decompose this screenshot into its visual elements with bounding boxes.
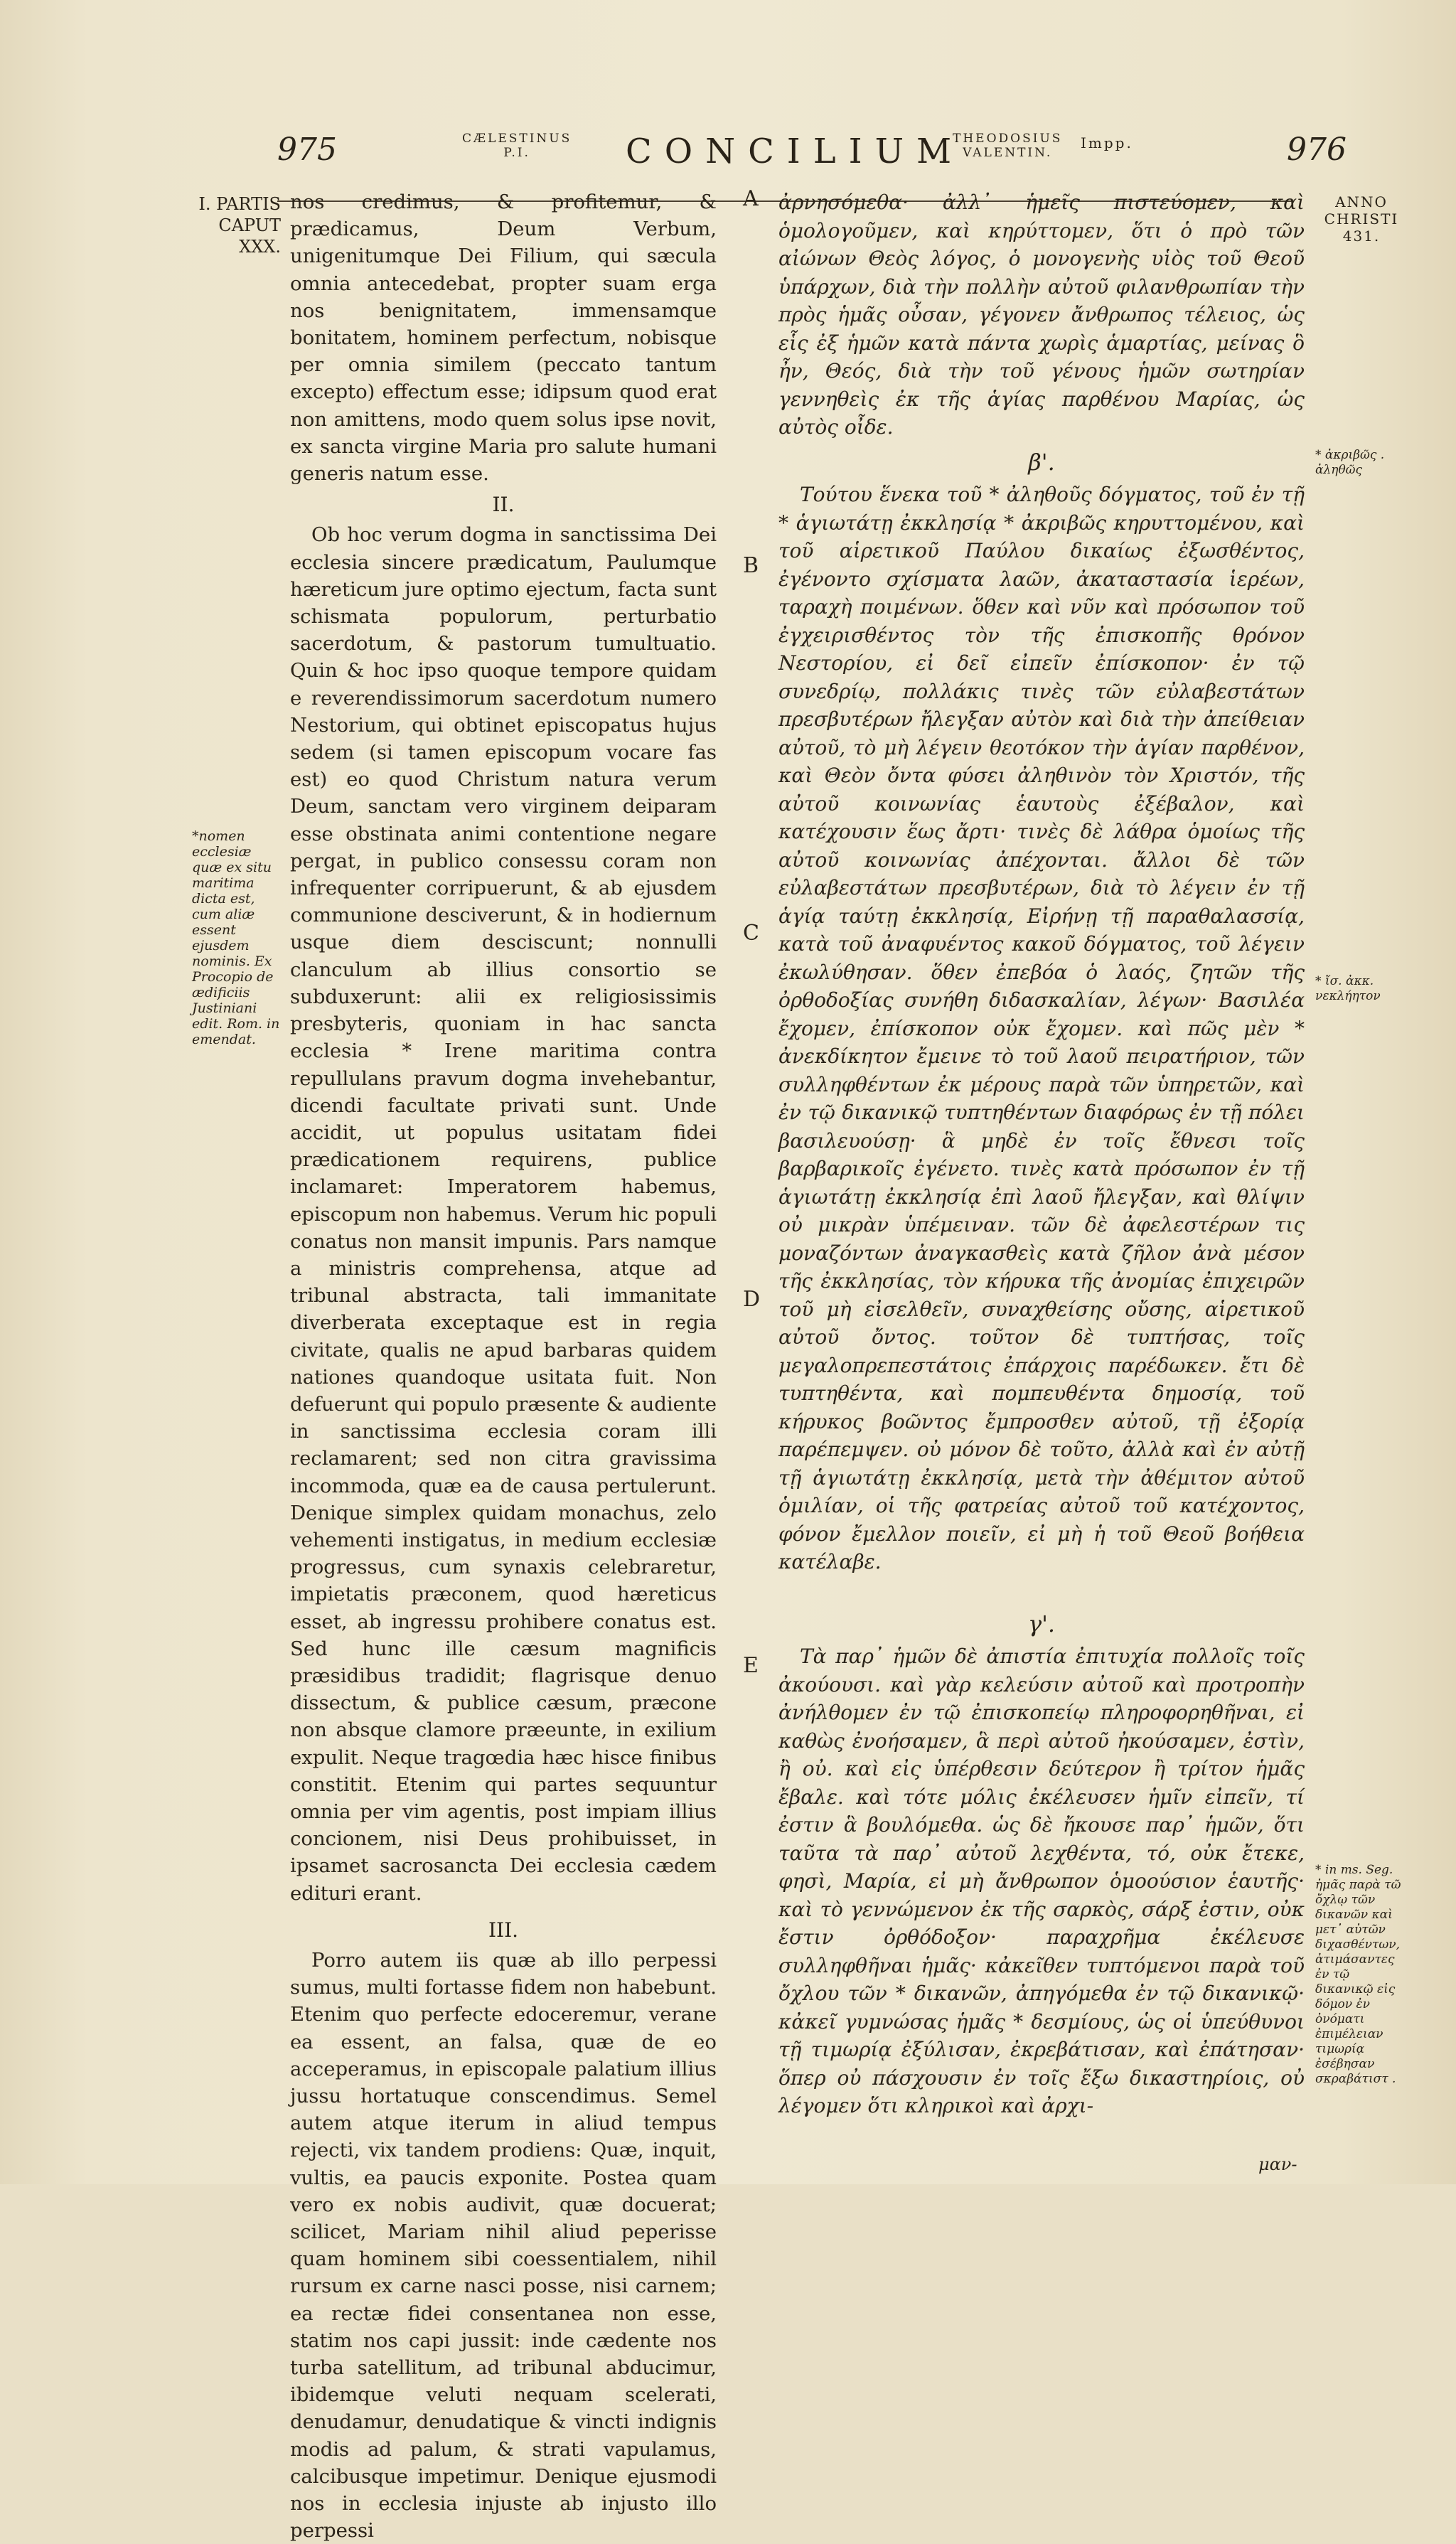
margin-year: 431. — [1342, 228, 1381, 245]
margin-variant-note-3: * in ms. Seg. ἡμᾶς παρὰ τῶ ὄχλῳ τῶν δικανῶν καὶ μετ᾽ αὐτῶν διχασθέντων, ἀτιμάσαντες ἐν τῷ δικανικῷ εἰς δόμον ἐν ὀνόματι ἐπιμέλειαν τιμωρίᾳ ἐσέβησαν σκραβάτιστ . — [1315, 1863, 1401, 2086]
header-pope-name: CÆLESTINUS — [462, 132, 572, 146]
margin-christi: CHRISTI — [1324, 210, 1399, 228]
latin-column — [290, 188, 717, 2544]
header-imperial: Impp. — [1081, 134, 1133, 151]
greek-paragraph-1: ἀρνησόμεθα· ἀλλ᾽ ἡμεῖς πιστεύομεν, καὶ ὁμολογοῦμεν, καὶ κηρύττομεν, ὅτι ὁ πρὸ τῶν αἰώνων Θεὸς λόγος, ὁ μονογενὴς υἱὸς τοῦ Θεοῦ ὑπάρχων, διὰ τὴν πολλὴν αὐτοῦ φιλανθρωπίαν τὴν πρὸς ἡμᾶς οὖσαν, γέγονεν ἄνθρωπος τέλειος, ὡς εἷς ἐξ ἡμῶν κατὰ πάντα χωρὶς ἁμαρτίας, μείνας ὃ ἦν, Θεός, διὰ τὴν τοῦ γένους ἡμῶν σωτηρίαν γεννηθεὶς ἐκ τῆς ἁγίας παρθένου Μαρίας, ὡς αὐτὸς οἶδε. — [778, 191, 1305, 439]
latin-section-3-heading: III. — [488, 1918, 519, 1942]
greek-column — [778, 188, 1305, 2120]
header-emperors — [953, 132, 1062, 160]
greek-paragraph-3: Τὰ παρ᾽ ἡμῶν δὲ ἀπιστία ἐπιτυχία πολλοῖς τοῖς ἀκούουσι. καὶ γὰρ κελεύσιν αὐτοῦ καὶ προτροπὴν ἀνήλθομεν ἐν τῷ ἐπισκοπείῳ πληροφορηθῆναι, εἰ καθὼς ἐνοήσαμεν, ἃ περὶ αὐτοῦ ἠκούσαμεν, ἐστὶν, ἢ οὐ. καὶ εἰς ὑπέρθεσιν δεύτερον ἢ τρίτον ἡμᾶς ἔβαλε. καὶ τότε μόλις ἐκέλευσεν ἡμῖν εἰπεῖν, τί ἐστιν ἃ βουλόμεθα. ὡς δὲ ἤκουσε παρ᾽ ἡμῶν, ὅτι ταῦτα τὰ παρ᾽ αὐτοῦ λεχθέντα, τό, οὐκ ἔτεκε, φησὶ, Μαρία, εἰ μὴ ἄνθρωπον ὁμοούσιον ἑαυτῆς· καὶ τὸ γεννώμενον ἐκ τῆς σαρκὸς, σάρξ ἐστιν, οὐκ ἔστιν ὀρθόδοξον· παραχρῆμα ἐκέλευσε συλληφθῆναι ἡμᾶς· κἀκεῖθεν τυπτόμενοι παρὰ τοῦ ὄχλου τῶν * δικανῶν, ἀπηγόμεθα ἐν τῷ δικανικῷ· κἀκεῖ γυμνώσας ἡμᾶς * δεσμίους, ὡς οἱ ὑπεύθυνοι τῇ τιμωρίᾳ ἐξύλισαν, ἐκρεβάτισαν, καὶ ἐπάτησαν· ὅπερ οὐ πάσχουσιν ἐν τοῖς ἔξω δικαστηρίοις, οὐ λέγομεν ὅτι κληρικοὶ καὶ ἀρχι- — [778, 1645, 1305, 2117]
greek-section-2-heading: β'. — [1028, 448, 1055, 476]
header-emperor-1: THEODOSIUS — [953, 132, 1063, 146]
header-emperor-2: VALENTIN. — [963, 146, 1053, 160]
running-header — [178, 132, 1386, 174]
page-number-right: 976 — [1287, 132, 1347, 168]
margin-chapter-heading — [192, 193, 281, 257]
header-pope — [462, 132, 572, 160]
margin-footnote-irene: *nomen ecclesiæ quæ ex situ maritima dicta est, cum aliæ essent ejusdem nominis. Ex Procopio de ædificiis Justiniani edit. Rom. in emendat. — [192, 828, 280, 1047]
margin-caput: CAPUT — [218, 215, 281, 235]
page-number-left: 975 — [277, 132, 337, 168]
margin-part: I. PARTIS — [198, 194, 281, 214]
section-letter-a: A — [743, 186, 759, 211]
section-letter-c: C — [743, 921, 759, 946]
header-pope-number: P.I. — [503, 146, 530, 160]
margin-variant-note-2: * ἴσ. ἀκκ. νεκλήητον — [1315, 974, 1381, 1003]
section-letter-e: E — [743, 1653, 759, 1678]
latin-paragraph-3: Porro autem iis quæ ab illo perpessi sumus, multi fortasse fidem non habebunt. Etenim quo perfecte edoceremur, verane ea essent, an falsa, quæ de eo acceperamus, in episcopale palatium illius jussu hortatuque conscendimus. Semel autem atque iterum in aliud tempus rejecti, vix tandem prodiens: Quæ, inquit, vultis, ea paucis exponite. Postea quam vero ex nobis audivit, quæ docuerat; scilicet, Mariam nihil aliud peperisse quam hominem sibi coessentialem, nihil rursum ex carne nasci posse, nisi carnem; ea rectæ fidei consentanea non esse, statim nos capi jussit: inde cædente nos turba satellitum, ad tribunal abducimur, ibidemque veluti nequam scelerati, denudamur, denudatique & vincti indignis modis ad palum, & strati vapulamus, calcibusque impetimur. Denique ejusmodi nos in ecclesia injuste ab injusto illo perpessi — [290, 1949, 717, 2543]
margin-caput-number: XXX. — [239, 237, 281, 257]
catchword: μαν- — [1258, 2154, 1297, 2174]
greek-paragraph-2: Τούτου ἕνεκα τοῦ * ἀληθοῦς δόγματος, τοῦ ἐν τῇ * ἁγιωτάτῃ ἐκκλησίᾳ * ἀκριβῶς κηρυττομένου, καὶ τοῦ αἱρετικοῦ Παύλου δικαίως ἐξωσθέντος, ἐγένοντο σχίσματα λαῶν, ἀκαταστασία ἱερέων, ταραχὴ ποιμένων. ὅθεν καὶ νῦν καὶ πρόσωπον τοῦ ἐγχειρισθέντος τὸν τῆς ἐπισκοπῆς θρόνον Νεστορίου, εἰ δεῖ εἰπεῖν ἐπίσκοπον· ἐν τῷ συνεδρίῳ, πολλάκις τινὲς τῶν εὐλαβεστάτων πρεσβυτέρων ἤλεγξαν αὐτὸν καὶ διὰ τὴν ἀπείθειαν αὐτοῦ, τὸ μὴ λέγειν θεοτόκον τὴν ἁγίαν παρθένον, καὶ Θεὸν ὄντα φύσει ἀληθινὸν τὸν Χριστόν, τῆς αὐτοῦ κοινωνίας ἑαυτοὺς ἐξέβαλον, καὶ κατέχουσιν ἕως ἄρτι· τινὲς δὲ λάθρα ὁμοίως τῆς αὐτοῦ κοινωνίας ἀπέχονται. ἄλλοι δὲ τῶν εὐλαβεστάτων πρεσβυτέρων, διὰ τὸ λέγειν ἐν τῇ ἁγίᾳ ταύτῃ ἐκκλησίᾳ, Εἰρήνῃ τῇ παραθαλασσίᾳ, κατὰ τοῦ ἀναφυέντος κακοῦ δόγματος, τοῦ λέγειν ἐκωλύθησαν. ὅθεν ἐπεβόα ὁ λαός, ζητῶν τῆς ὀρθοδοξίας συνήθη διδασκαλίαν, λέγων· Βασιλέα ἔχομεν, ἐπίσκοπον οὐκ ἔχομεν. καὶ πῶς μὲν * ἀνεκδίκητον ἔμεινε τὸ τοῦ λαοῦ πειρατήριον, τῶν συλληφθέντων ἐκ μέρους παρὰ τῶν ὑπηρετῶν, καὶ ἐν τῷ δικανικῷ τυπτηθέντων διαφόρως ἐν τῇ πόλει βασιλευούσῃ· ἃ μηδὲ ἐν τοῖς ἔθνεσι τοῖς βαρβαρικοῖς ἐγένετο. τινὲς κατὰ πρόσωπον ἐν τῇ ἁγιωτάτῃ ἐκκλησίᾳ ἐπὶ λαοῦ ἤλεγξαν, καὶ θλίψιν οὐ μικρὰν ὑπέμειναν. τῶν δὲ ἀφελεστέρων τις μοναζόντων ἀναγκασθεὶς κατὰ ζῆλον ἀνὰ μέσον τῆς ἐκκλησίας, τὸν κήρυκα τῆς ἀνομίας ἐπιχειρῶν τοῦ μὴ εἰσελθεῖν, συναχθείσης οὔσης, αἱρετικοῦ αὐτοῦ ὄντος. τοῦτον δὲ τυπτήσας, τοῖς μεγαλοπρεπεστάτοις ἐπάρχοις παρέδωκεν. ἔτι δὲ τυπτηθέντα, καὶ πομπευθέντα δημοσίᾳ, τοῦ κήρυκος βοῶντος ἔμπροσθεν αὐτοῦ, τῇ ἐξορίᾳ παρέπεμψεν. οὐ μόνον δὲ τοῦτο, ἀλλὰ καὶ ἐν αὐτῇ τῇ ἁγιωτάτῃ ἐκκλησίᾳ, μετὰ τὴν ἀθέμιτον αὐτοῦ ὁμιλίαν, οἱ τῆς φατρείας αὐτοῦ τοῦ κατέχοντος, φόνον ἔμελλον ποιεῖν, εἰ μὴ ἡ τοῦ Θεοῦ βοήθεια κατέλαβε. — [778, 483, 1305, 1573]
latin-paragraph-2: Ob hoc verum dogma in sanctissima Dei ecclesia sincere prædicatum, Paulumque hæreticum jure optimo ejectum, facta sunt schismata populorum, perturbatio sacerdotum, & pastorum tumultuatio. Quin & hoc ipso quoque tempore quidam e reverendissimorum sacerdotum numero Nestorium, qui obtinet episcopatus hujus sedem (si tamen episcopum vocare fas est) eo quod Christum natura verum Deum, sanctam vero virginem deiparam esse obstinata animi contentione negare pergat, in publico consessu coram non infrequenter corripuerunt, & ab ejusdem communione desciverunt, & in hodiernum usque diem desciscunt; nonnulli clanculum ab illius consortio se subduxerunt: alii ex religiosissimis presbyteris, quoniam in hac sancta ecclesia * Irene maritima contra repullulans pravum dogma invehebantur, dicendi facultate privati sunt. Unde accidit, ut populus usitatam fidei prædicationem requirens, publice inclamaret: Imperatorem habemus, episcopum non habemus. Verum hic populi conatus non mansit impunis. Pars namque a ministris comprehensa, atque ad tribunal abstracta, tali immanitate diverberata exceptaque est in regia civitate, qualis ne apud barbaras quidem nationes quandoque usitata fuit. Non defuerunt qui populo præsente & audiente in sanctissima ecclesia coram illi reclamarent; sed non citra gravissima incommoda, quæ ea de causa pertulerunt. Denique simplex quidam monachus, zelo vehementi instigatus, in medium ecclesiæ progressus, cum synaxis celebraretur, impietatis præconem, quod hæreticus esset, ab ingressu prohibere conatus est. Sed hunc ille cæsum magnificis præsidibus tradidit; flagrisque denuo dissectum, & publice cæsum, præcone non absque clamore præeunte, in exilium expulit. Neque tragœdia hæc hisce finibus constitit. Etenim qui partes sequuntur omnia per vim agentis, post impiam illius concionem, nisi Deus prohibuisset, in ipsamet sacrosancta Dei ecclesia cædem edituri erant. — [290, 523, 717, 1905]
header-title: CONCILIUM — [626, 132, 965, 171]
section-letter-d: D — [743, 1287, 761, 1312]
greek-section-3-heading: γ'. — [1027, 1610, 1056, 1637]
margin-year-heading — [1315, 193, 1408, 245]
margin-anno: ANNO — [1335, 193, 1388, 210]
latin-paragraph-1: nos credimus, & profitemur, & prædicamus, Deum Verbum, unigenitumque Dei Filium, qui sæcula omnia antecedebat, propter suam erga nos benignitatem, immensamque bonitatem, hominem perfectum, nobisque per omnia similem (peccato tantum excepto) effectum esse; idipsum quod erat non amittens, modo quem solus ipse novit, ex sancta virgine Maria pro salute humani generis natum esse. — [290, 191, 717, 486]
section-letter-b: B — [743, 553, 759, 578]
margin-variant-note-1: * ἀκριβῶς . ἀληθῶς — [1315, 448, 1385, 477]
latin-section-2-heading: II. — [492, 493, 515, 517]
